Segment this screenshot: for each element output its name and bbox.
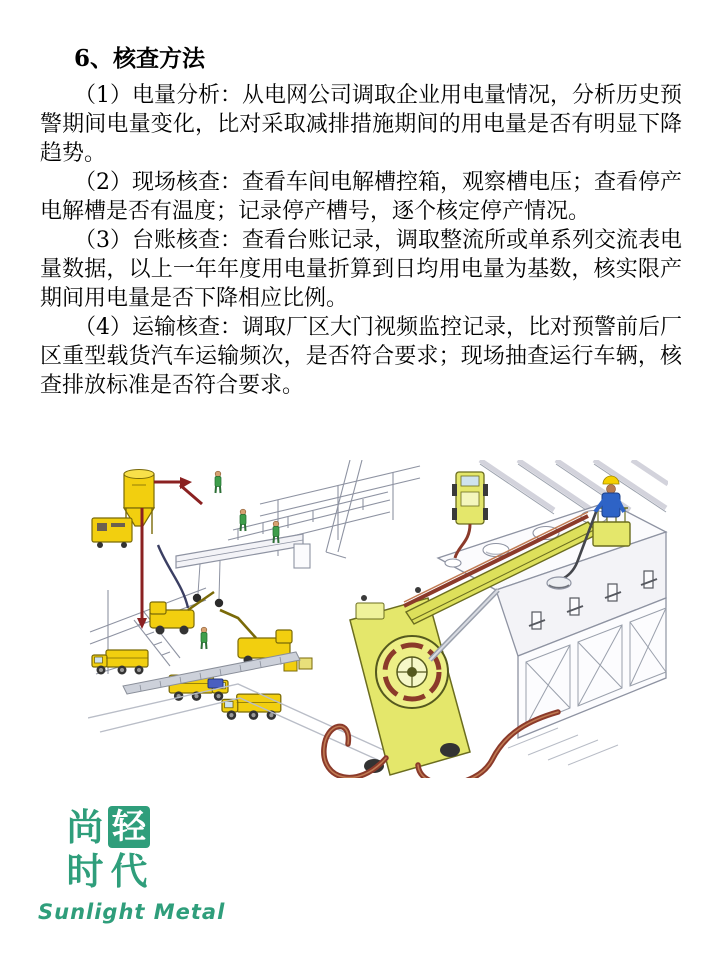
company-logo <box>38 806 238 924</box>
smelter-illustration <box>88 460 668 778</box>
paragraph-transport-check: （4）运输核查：调取厂区大门视频监控记录，比对预警前后厂区重型载货汽车运输频次，是否符合要求；现场抽查运行车辆，核查排放标准是否符合要求。 <box>40 315 682 398</box>
body-text <box>40 44 682 400</box>
logo-char-dai: 代 <box>110 849 148 893</box>
logo-char-shi: 时 <box>66 849 104 893</box>
worker-green <box>201 627 207 649</box>
truck <box>92 650 148 675</box>
paragraph-electricity-analysis: （1）电量分析：从电网公司调取企业用电量情况，分析历史预警期间电量变化，比对采取减排措施期间的用电量是否有明显下降趋势。 <box>40 83 682 166</box>
logo-char-qing: 轻 <box>108 806 150 848</box>
logo-seal <box>64 806 152 892</box>
logo-char-shang: 尚 <box>66 805 104 849</box>
pot-superstructure <box>480 460 668 514</box>
feeder-unit <box>92 518 132 548</box>
blue-cart <box>208 679 223 688</box>
crane-bridge <box>176 534 310 607</box>
logo-wordmark: Sunlight Metal <box>38 900 226 924</box>
pot-tending-scene <box>324 460 668 778</box>
paragraph-ledger-check: （3）台账核查：查看台账记录，调取整流所或单系列交流表电量数据，以上一年年度用电量折算到日均用电量为基数，核实限产期间用电量是否下降相应比例。 <box>40 228 682 311</box>
smelter-illustration-svg <box>88 460 668 778</box>
truck <box>222 694 281 720</box>
section-title: 6、核查方法 <box>74 45 206 72</box>
wall-edge <box>326 460 362 558</box>
paragraph-site-check: （2）现场核查：查看车间电解槽控箱，观察槽电压；查看停产电解槽是否有温度；记录停产槽号，逐个核定停产情况。 <box>40 170 682 224</box>
worker-green <box>215 471 221 493</box>
